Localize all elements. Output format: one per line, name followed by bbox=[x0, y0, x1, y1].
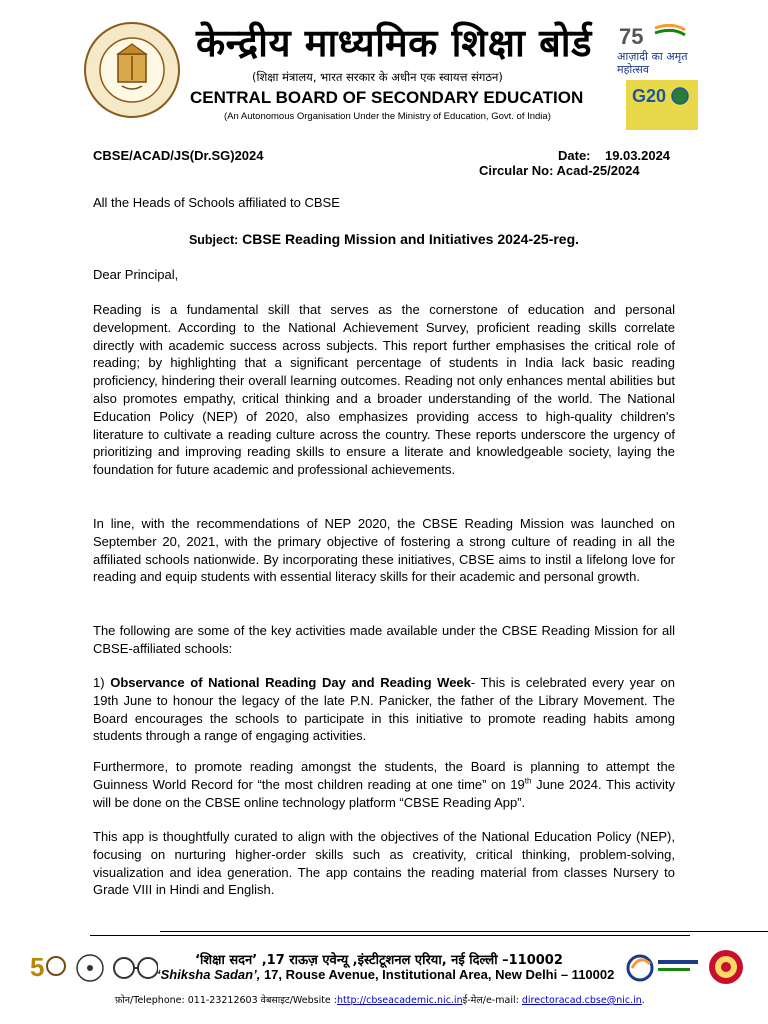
footer-address-english bbox=[157, 967, 614, 982]
footer-phone: फ़ोन/Telephone: 011-23212603 वेबसाइट/Website : bbox=[115, 995, 337, 1006]
subject-text: CBSE Reading Mission and Initiatives 2024-25-reg. bbox=[242, 231, 580, 247]
salutation: Dear Principal, bbox=[93, 267, 179, 282]
fit-india-icon bbox=[709, 950, 743, 984]
swachh-bharat-icon bbox=[114, 958, 158, 978]
globe-icon bbox=[670, 86, 690, 106]
board-subtitle-english: (An Autonomous Organisation Under the Ministry of Education, Govt. of India) bbox=[224, 111, 551, 122]
footer-contact bbox=[115, 993, 645, 1006]
paragraph-key-activities-intro: The following are some of the key activities made available under the CBSE Reading Mission for all CBSE-affiliated schools: bbox=[93, 623, 675, 656]
subject-line bbox=[0, 231, 768, 247]
email-label: ई-मेल/e-mail: bbox=[462, 995, 522, 1006]
date-label: Date: bbox=[558, 148, 591, 163]
footer-divider bbox=[90, 935, 690, 936]
board-subtitle-hindi: (शिक्षा मंत्रालय, भारत सरकार के अधीन एक स्वायत्त संगठन) bbox=[252, 70, 503, 84]
footer-contact-end: . bbox=[641, 995, 645, 1006]
subject-label: Subject: bbox=[188, 233, 239, 247]
footer-address-hindi: ‘शिक्षा सदन’ ,17 राऊज़ एवेन्यू ,इंस्टीटूशनल एरिया, नई दिल्ली –110002 bbox=[195, 953, 563, 968]
ashoka-chakra-icon bbox=[77, 955, 103, 981]
list-item-heading: Observance of National Reading Day and Reading Week bbox=[110, 675, 471, 690]
reference-number: CBSE/ACAD/JS(Dr.SG)2024 bbox=[93, 148, 264, 163]
cbse-emblem-icon bbox=[82, 20, 182, 120]
website-link[interactable]: http://cbseacademic.nic.in bbox=[337, 995, 463, 1006]
footer-divider bbox=[160, 931, 768, 932]
paragraph-guinness-text-a: Furthermore, to promote reading amongst the students, the Board is planning to attempt the Guinness World Record for “the most children reading at one time” on 19 bbox=[93, 759, 675, 792]
email-link[interactable]: directoracad.cbse@nic.in bbox=[521, 995, 642, 1006]
g20-text: G20 bbox=[632, 86, 667, 106]
footer-right-logos bbox=[626, 944, 746, 990]
cbse-50-years-icon bbox=[30, 952, 65, 982]
list-item-reading-day bbox=[93, 674, 675, 745]
paragraph-reading-app: This app is thoughtfully curated to align with the objectives of the National Education Policy (NEP), focusing on nurturing higher-order skills such as creativity, critical thinking, problem-solving, visualization and idea generation. The app contains the reading material from classes Nursery to Grade VIII in Hindi and English. bbox=[93, 829, 675, 898]
ordinal-suffix: th bbox=[524, 776, 532, 786]
footer-left-logos bbox=[28, 946, 158, 990]
footer-street: 17, Rouse Avenue, Institutional Area, New Delhi – 110002 bbox=[260, 967, 615, 982]
paragraph-guinness-text-b: June 2024. This activity will be done on the CBSE online technology platform “CBSE Reading App”. bbox=[93, 776, 676, 810]
digital-india-icon bbox=[628, 956, 698, 980]
board-title-english: CENTRAL BOARD OF SECONDARY EDUCATION bbox=[190, 88, 584, 107]
footer-building-name: ‘Shiksha Sadan’, bbox=[157, 967, 261, 982]
date-line bbox=[558, 148, 670, 163]
g20-logo bbox=[626, 80, 698, 130]
circular-number: Circular No: Acad-25/2024 bbox=[479, 163, 640, 178]
azadi-number: 75 bbox=[619, 24, 644, 49]
paragraph-reading-importance: Reading is a fundamental skill that serves as the cornerstone of education and personal development. According to the National Achievement Survey, proficient reading skills correlate directly with academic success across subjects. This report further emphasises the critical role of reading; by highlighting that a significant percentage of students in India lack basic reading proficiency, hindering their overall learning outcomes. Reading not only enhances mental abilities but also promotes empathy, critical thinking and a broader understanding of the world. The National Education Policy (NEP) of 2020, also emphasizes providing access to high-quality children's literature to cultivate a reading culture across the country. These reports underscore the urgency of prioritizing and improving reading skills to ensure a literate and knowledgeable society, laying the foundation for future academic and professional achievements. bbox=[93, 302, 675, 478]
list-item-number: 1) bbox=[93, 675, 105, 690]
addressee: All the Heads of Schools affiliated to CBSE bbox=[93, 195, 340, 210]
paragraph-guinness-record bbox=[93, 758, 675, 811]
azadi-ka-amrit-mahotsav-logo bbox=[615, 22, 715, 78]
paragraph-reading-mission: In line, with the recommendations of NEP 2020, the CBSE Reading Mission was launched on September 20, 2021, with the primary objective of fostering a strong culture of reading in all the affiliated schools nationwide. By incorporating these initiatives, CBSE aims to instil a lifelong love for reading and equip students with essential literacy skills for their academic and personal growth. bbox=[93, 516, 675, 585]
svg-text:5: 5 bbox=[30, 952, 45, 982]
azadi-text: आज़ादी का अमृत महोत्सव bbox=[617, 50, 688, 76]
date-value: 19.03.2024 bbox=[604, 148, 671, 163]
board-title-hindi: केन्द्रीय माध्यमिक शिक्षा बोर्ड bbox=[196, 21, 592, 65]
list-item-text: - This is celebrated every year on 19th June to honour the legacy of the late P.N. Panicker, the father of the Library Movement. The Board encourages the schools to participate in this initiative to promote reading habits among students through a range of engaging activities. bbox=[93, 675, 675, 744]
